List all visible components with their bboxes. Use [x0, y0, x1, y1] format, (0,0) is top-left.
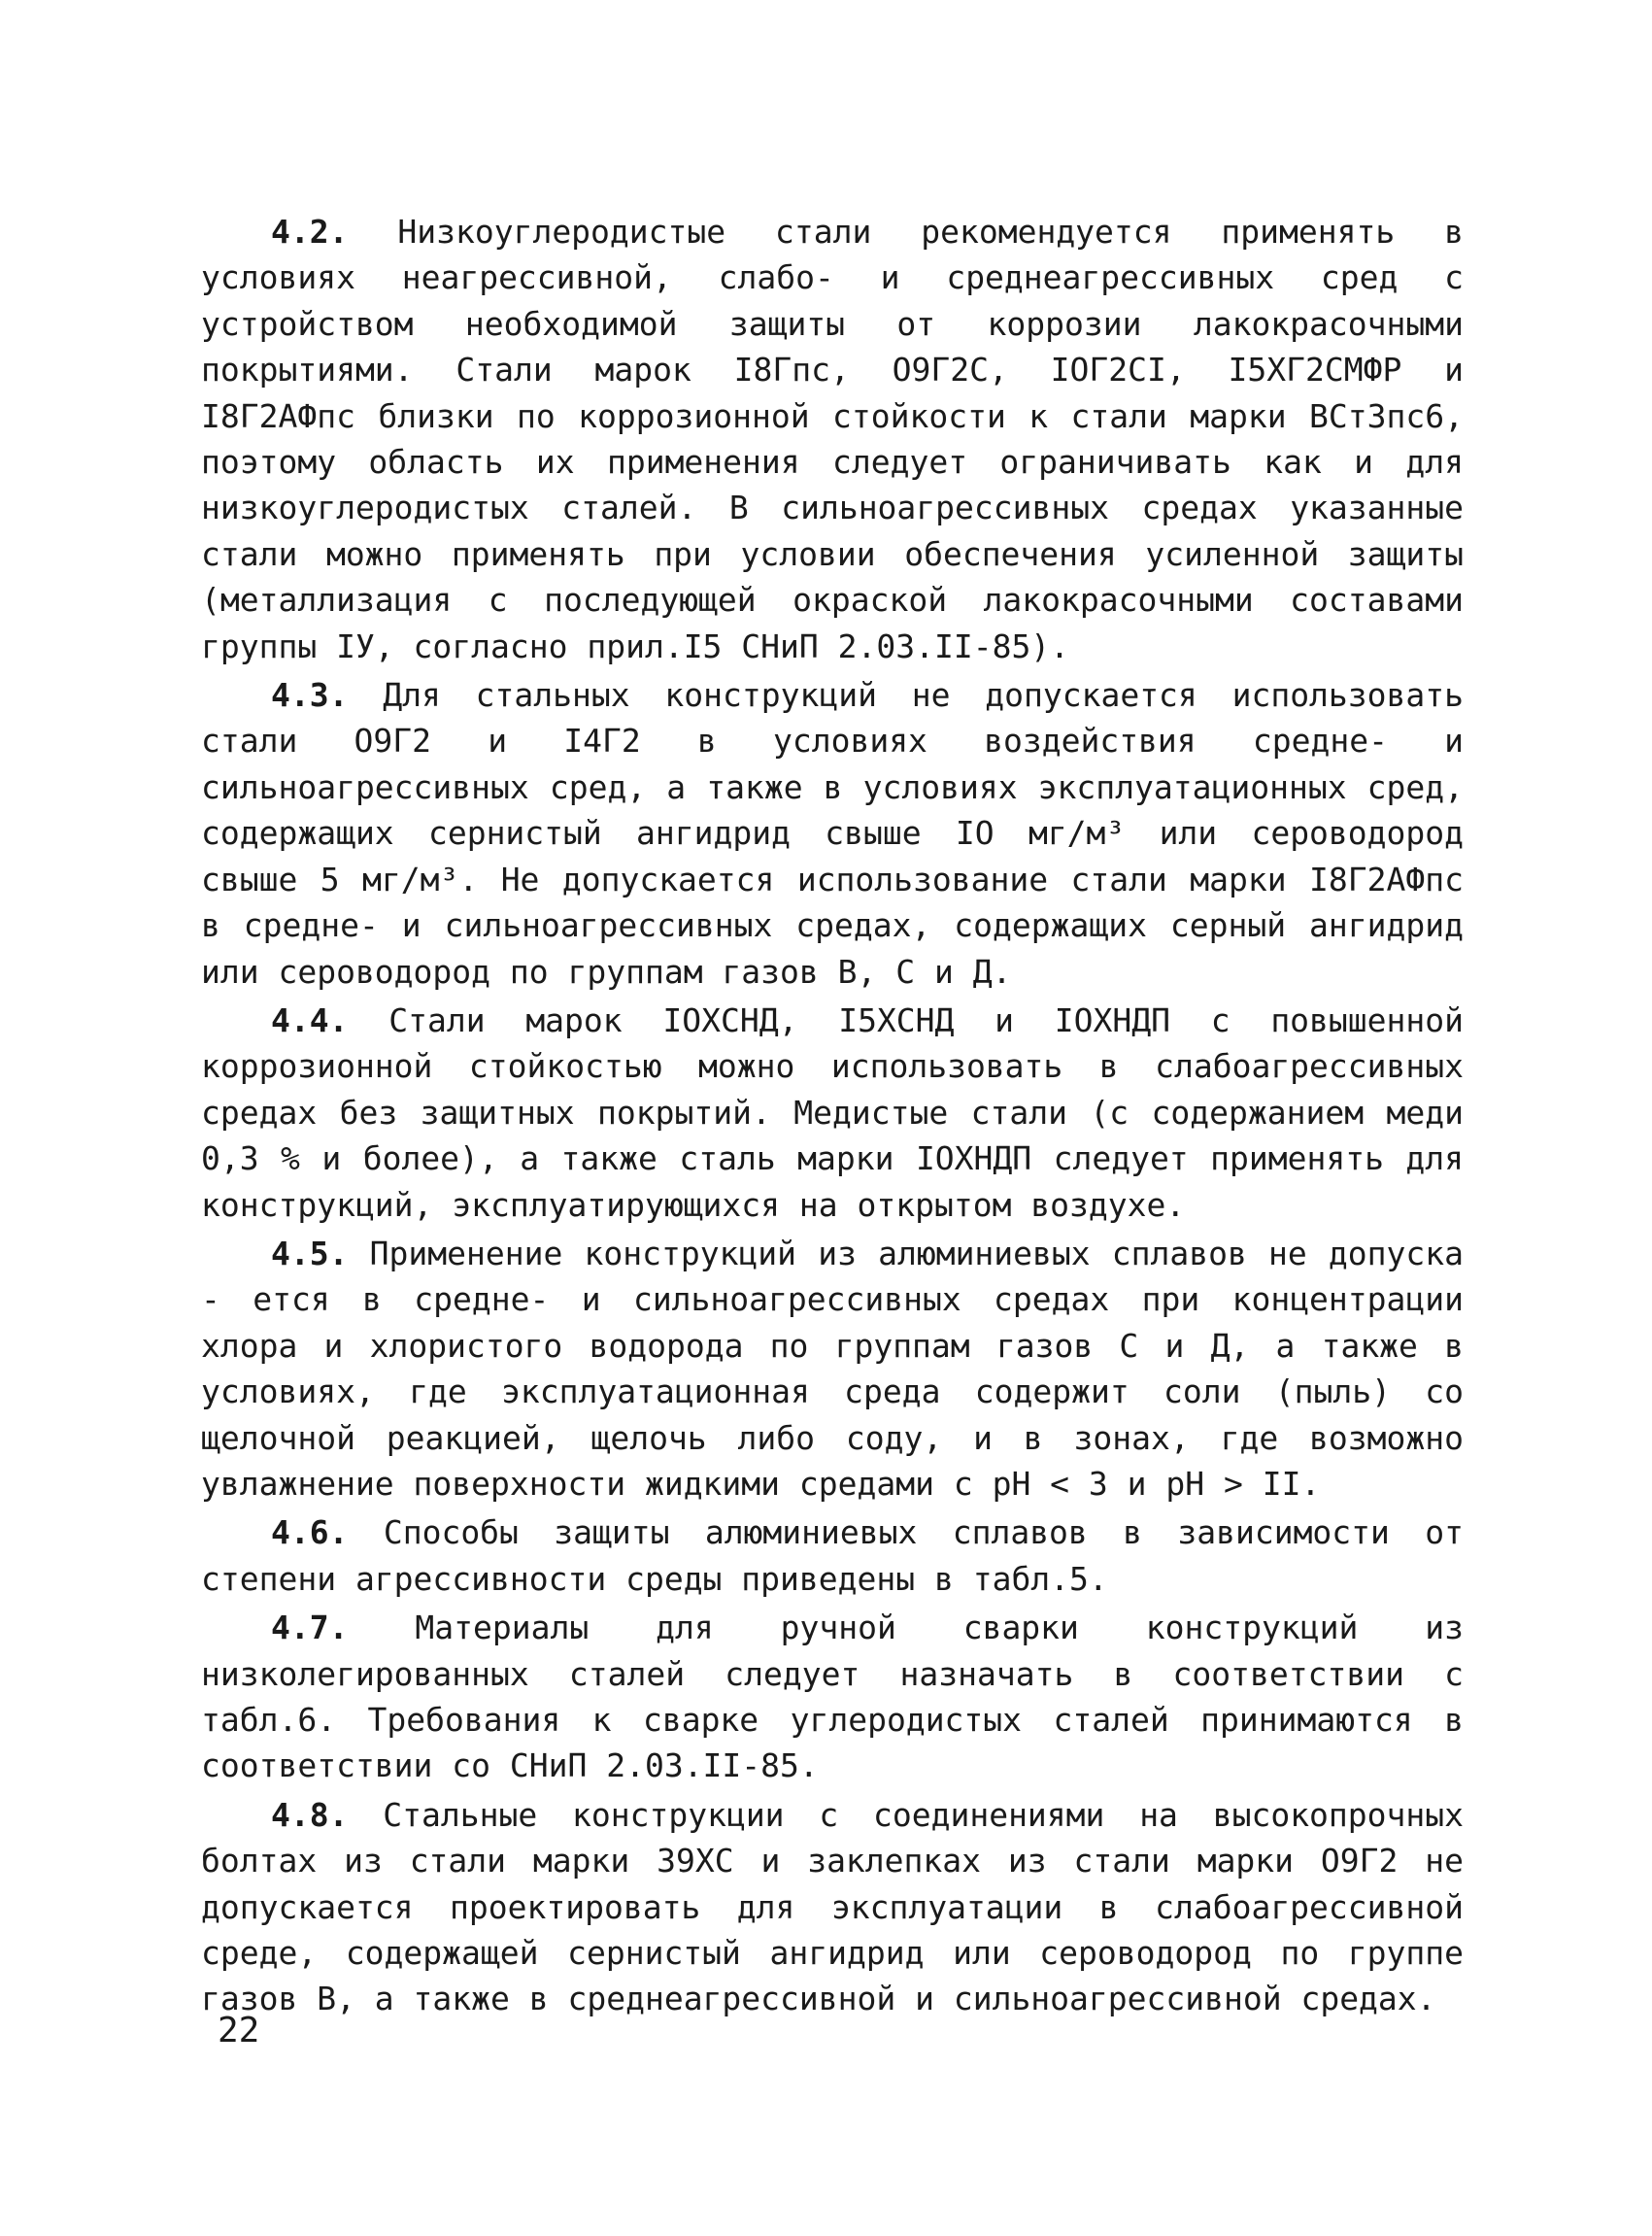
paragraph-number: 4.8. — [271, 1795, 349, 1834]
paragraph-4-4 — [201, 998, 1464, 1228]
paragraph-text: Для стальных конструкций не допускается использовать стали О9Г2 и I4Г2 в условиях воздействия средне- и сильноагрессивных сред, а также в условиях эксплуатационных сред, содержащих сернистый ангидрид свыше IО мг/м³ или сероводород свыше 5 мг/м³. Не допускается использование стали марки I8Г2АФпс в средне- и сильноагрессивных средах, содержащих серный ангидрид или сероводород по группам газов В, С и Д. — [201, 676, 1464, 991]
paragraph-text: Низкоуглеродистые стали рекомендуется применять в условиях неагрессивной, слабо- и среднеагрессивных сред с устройством необходимой защиты от коррозии лакокрасочными покрытиями. Стали марок I8Гпс, О9Г2С, IОГ2СI, I5ХГ2СМФР и I8Г2АФпс близки по коррозионной стойкости к стали марки ВСт3пс6, поэтому область их применения следует ограничивать как и для низкоуглеродистых сталей. В сильноагрессивных средах указанные стали можно применять при условии обеспечения усиленной защиты (металлизация с последующей окраской лакокрасочными составами группы IУ, согласно прил.I5 СНиП 2.03.II-85). — [201, 213, 1464, 665]
paragraph-text: Применение конструкций из алюминиевых сплавов не допуска - ется в средне- и сильноагрессивных средах при концентрации хлора и хлористого водорода по группам газов С и Д, а также в условиях, где эксплуатационная среда содержит соли (пыль) со щелочной реакцией, щелочь либо соду, и в зонах, где возможно увлажнение поверхности жидкими средами с рН < 3 и рН > II. — [201, 1234, 1465, 1503]
paragraph-4-3 — [201, 672, 1464, 995]
paragraph-number: 4.6. — [271, 1513, 349, 1552]
paragraph-number: 4.4. — [271, 1000, 349, 1039]
paragraph-4-7 — [201, 1605, 1464, 1789]
paragraph-4-5 — [201, 1231, 1464, 1507]
paragraph-4-8 — [201, 1792, 1464, 2022]
paragraph-number: 4.2. — [271, 213, 349, 251]
paragraph-number: 4.3. — [271, 676, 349, 715]
paragraph-4-6 — [201, 1509, 1464, 1602]
paragraph-4-2 — [201, 209, 1464, 669]
body-text — [201, 209, 1464, 2025]
paragraph-number: 4.5. — [271, 1234, 349, 1272]
paragraph-number: 4.7. — [271, 1609, 349, 1647]
paragraph-text: Материалы для ручной сварки конструкций из низколегированных сталей следует назначать в соответствии с табл.6. Требования к сварке углеродистых сталей принимаются в соответствии со СНиП 2.03.II-85. — [201, 1609, 1464, 1785]
paragraph-text: Способы защиты алюминиевых сплавов в зависимости от степени агрессивности среды приведены в табл.5. — [201, 1513, 1464, 1598]
page-number: 22 — [218, 2011, 260, 2050]
paragraph-text: Стальные конструкции с соединениями на высокопрочных болтах из стали марки 39ХС и заклепках из стали марки О9Г2 не допускается проектировать для эксплуатации в слабоагрессивной среде, содержащей сернистый ангидрид или сероводород по группе газов В, а также в среднеагрессивной и сильноагрессивной средах. — [201, 1795, 1464, 2018]
paragraph-text: Стали марок IОХСНД, I5ХСНД и IОХНДП с повышенной коррозионной стойкостью можно использовать в слабоагрессивных средах без защитных покрытий. Медистые стали (с содержанием меди 0,3 % и более), а также сталь марки IОХНДП следует применять для конструкций, эксплуатирующихся на открытом воздухе. — [201, 1000, 1464, 1224]
